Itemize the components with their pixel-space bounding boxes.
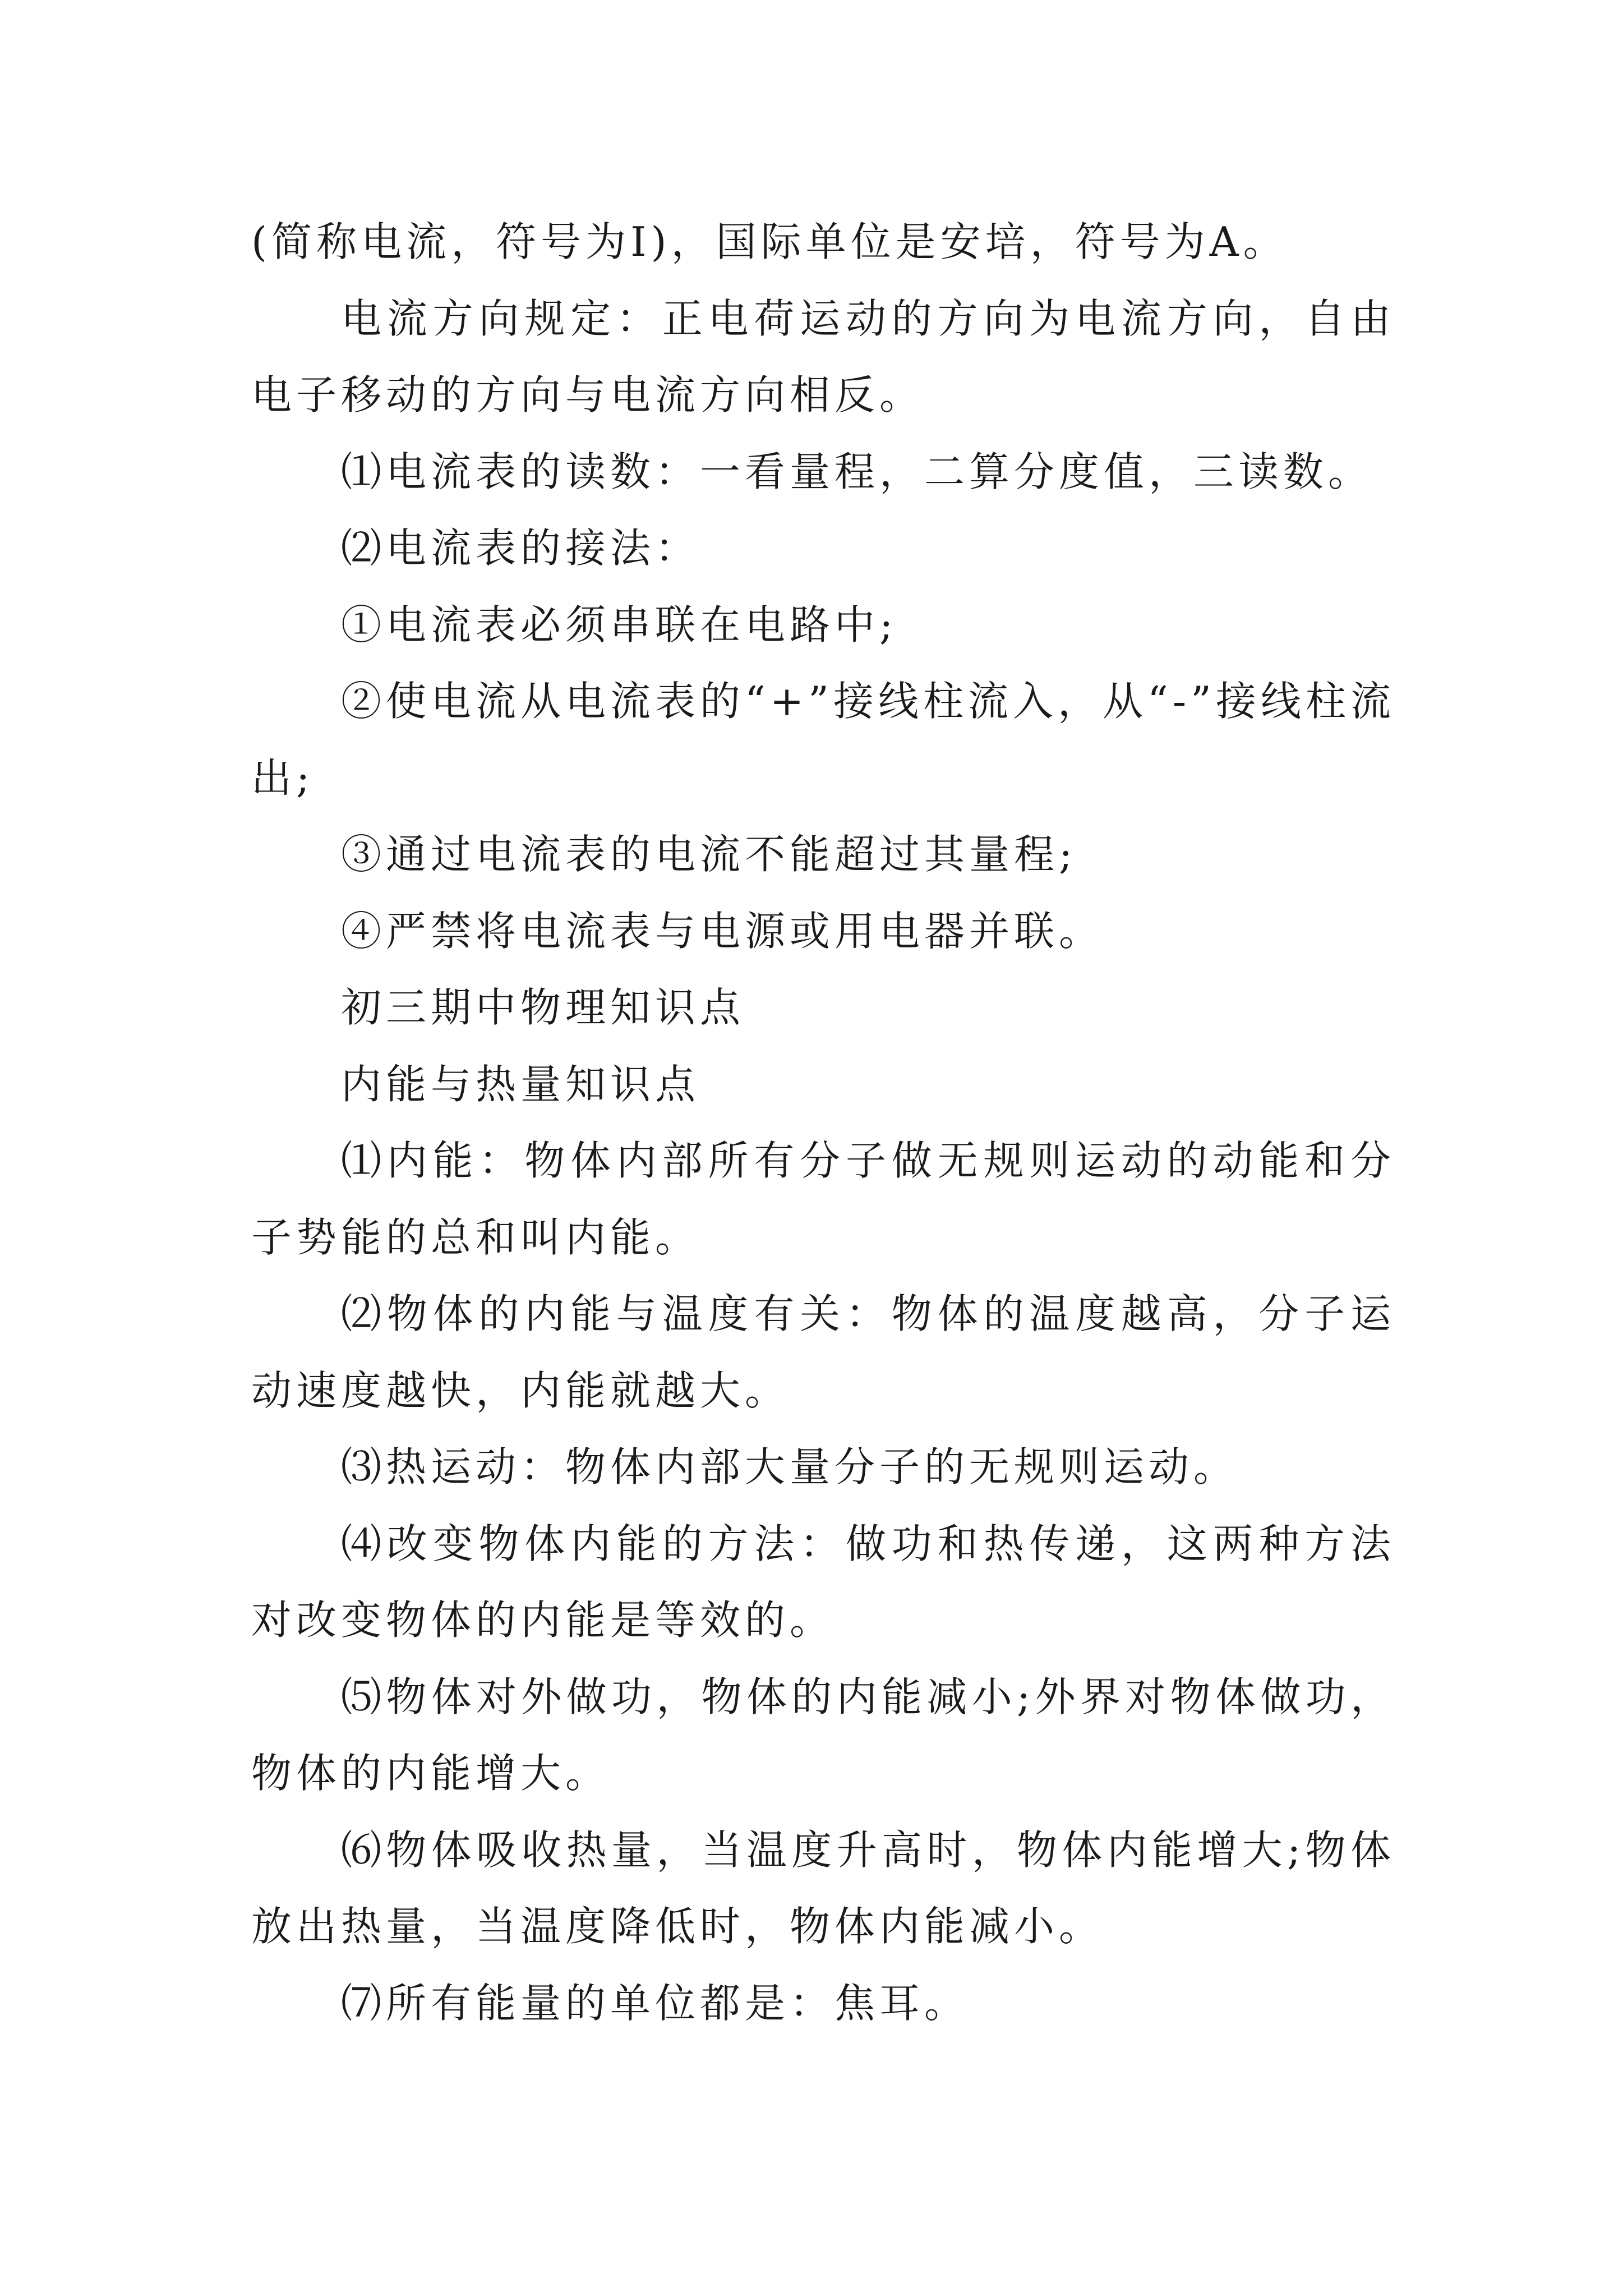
list-item-no-parallel: ④严禁将电流表与电源或用电器并联。 — [341, 907, 1104, 955]
paragraph-thermal-motion: ⑶热运动：物体内部大量分子的无规则运动。 — [341, 1443, 1239, 1490]
list-item-range-limit: ③通过电流表的电流不能超过其量程; — [341, 831, 1077, 878]
paragraph-current-definition: (简称电流，符号为I)，国际单位是安培，符号为A。 — [251, 218, 1288, 265]
paragraph-ammeter-connection: ⑵电流表的接法： — [341, 524, 700, 572]
paragraph-heat-transfer: ⑹物体吸收热量，当温度升高时，物体内能增大;物体放出热量，当温度降低时，物体内能减小。 — [251, 1826, 1395, 1950]
paragraph-work-done: ⑸物体对外做功，物体的内能减小;外界对物体做功，物体的内能增大。 — [251, 1673, 1395, 1797]
document-body — [251, 204, 1395, 2041]
list-item-terminal-direction: ②使电流从电流表的“+”接线柱流入，从“-”接线柱流出; — [251, 678, 1395, 802]
paragraph-energy-unit: ⑺所有能量的单位都是：焦耳。 — [341, 1979, 970, 2027]
subsection-heading: 内能与热量知识点 — [341, 1060, 700, 1108]
paragraph-change-methods: ⑷改变物体内能的方法：做功和热传递，这两种方法对改变物体的内能是等效的。 — [251, 1520, 1395, 1644]
paragraph-internal-energy: ⑴内能：物体内部所有分子做无规则运动的动能和分子势能的总和叫内能。 — [251, 1137, 1395, 1261]
paragraph-ammeter-reading: ⑴电流表的读数：一看量程，二算分度值，三读数。 — [341, 448, 1373, 495]
list-item-series: ①电流表必须串联在电路中; — [341, 601, 898, 648]
paragraph-energy-temperature: ⑵物体的内能与温度有关：物体的温度越高，分子运动速度越快，内能就越大。 — [251, 1290, 1395, 1414]
paragraph-current-direction: 电流方向规定：正电荷运动的方向为电流方向，自由电子移动的方向与电流方向相反。 — [251, 295, 1395, 418]
section-heading: 初三期中物理知识点 — [341, 984, 745, 1031]
